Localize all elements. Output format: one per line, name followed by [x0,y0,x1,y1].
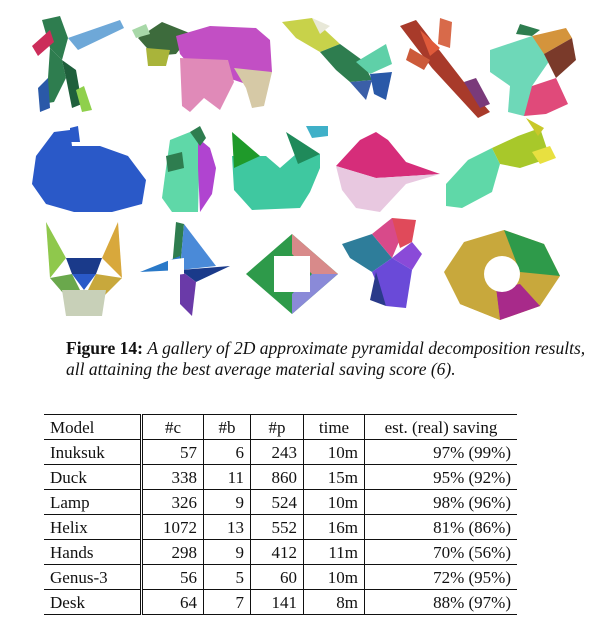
cell-model: Genus-3 [44,565,142,590]
cell-time: 15m [304,465,365,490]
cell-c: 326 [142,490,204,515]
hexagon-ring-figure [444,230,560,320]
cell-b: 9 [204,490,251,515]
cell-b: 7 [204,590,251,615]
cell-p: 524 [251,490,304,515]
cell-saving: 97% (99%) [365,440,518,465]
face-figure [162,126,216,212]
cell-b: 5 [204,565,251,590]
figure-caption-text: A gallery of 2D approximate pyramidal decomposition results, all attaining the best average material saving score (6). [66,338,586,379]
cell-model: Hands [44,540,142,565]
cell-saving: 81% (86%) [365,515,518,540]
cell-p: 860 [251,465,304,490]
figure-label: Figure 14: [66,338,143,358]
inuksuk-figure [32,16,124,112]
cell-time: 10m [304,490,365,515]
pinwheel-figure [140,222,230,316]
cell-saving: 95% (92%) [365,465,518,490]
table-row [44,440,517,465]
cell-c: 338 [142,465,204,490]
branch-figure [400,18,490,118]
cell-saving: 72% (95%) [365,565,518,590]
cell-c: 64 [142,590,204,615]
cell-time: 11m [304,540,365,565]
cell-model: Duck [44,465,142,490]
lamp-figure [336,132,440,212]
cell-saving: 88% (97%) [365,590,518,615]
cell-p: 141 [251,590,304,615]
rabbit-figure [32,126,146,212]
column-header-b: #b [204,415,251,440]
cell-c: 1072 [142,515,204,540]
cell-b: 11 [204,465,251,490]
fish-figure [282,18,392,100]
cell-saving: 98% (96%) [365,490,518,515]
cell-b: 6 [204,440,251,465]
cell-c: 298 [142,540,204,565]
cell-b: 13 [204,515,251,540]
table-row [44,515,517,540]
fox-figure [46,222,122,316]
results-table [44,414,517,615]
table-row [44,465,517,490]
cow-figure [132,22,272,112]
table-row [44,490,517,515]
cell-p: 60 [251,565,304,590]
table-row [44,540,517,565]
square-ring-figure [246,234,338,314]
cell-model: Desk [44,590,142,615]
cell-p: 412 [251,540,304,565]
cell-model: Lamp [44,490,142,515]
cell-c: 56 [142,565,204,590]
cell-model: Inuksuk [44,440,142,465]
cell-p: 552 [251,515,304,540]
cell-time: 8m [304,590,365,615]
cell-b: 9 [204,540,251,565]
cell-c: 57 [142,440,204,465]
figure-caption [66,338,586,380]
helix-figure [342,218,422,308]
table-header-row [44,415,517,440]
column-header-model: Model [44,415,142,440]
cell-saving: 70% (56%) [365,540,518,565]
airplane-figure [446,118,556,208]
column-header-p: #p [251,415,304,440]
column-header-c: #c [142,415,204,440]
figure-gallery [20,8,580,330]
duck-figure [232,126,328,210]
table-row [44,590,517,615]
cell-model: Helix [44,515,142,540]
column-header-saving: est. (real) saving [365,415,518,440]
cell-time: 10m [304,565,365,590]
table-row [44,565,517,590]
column-header-time: time [304,415,365,440]
hand-figure [490,24,576,116]
cell-p: 243 [251,440,304,465]
cell-time: 10m [304,440,365,465]
cell-time: 16m [304,515,365,540]
